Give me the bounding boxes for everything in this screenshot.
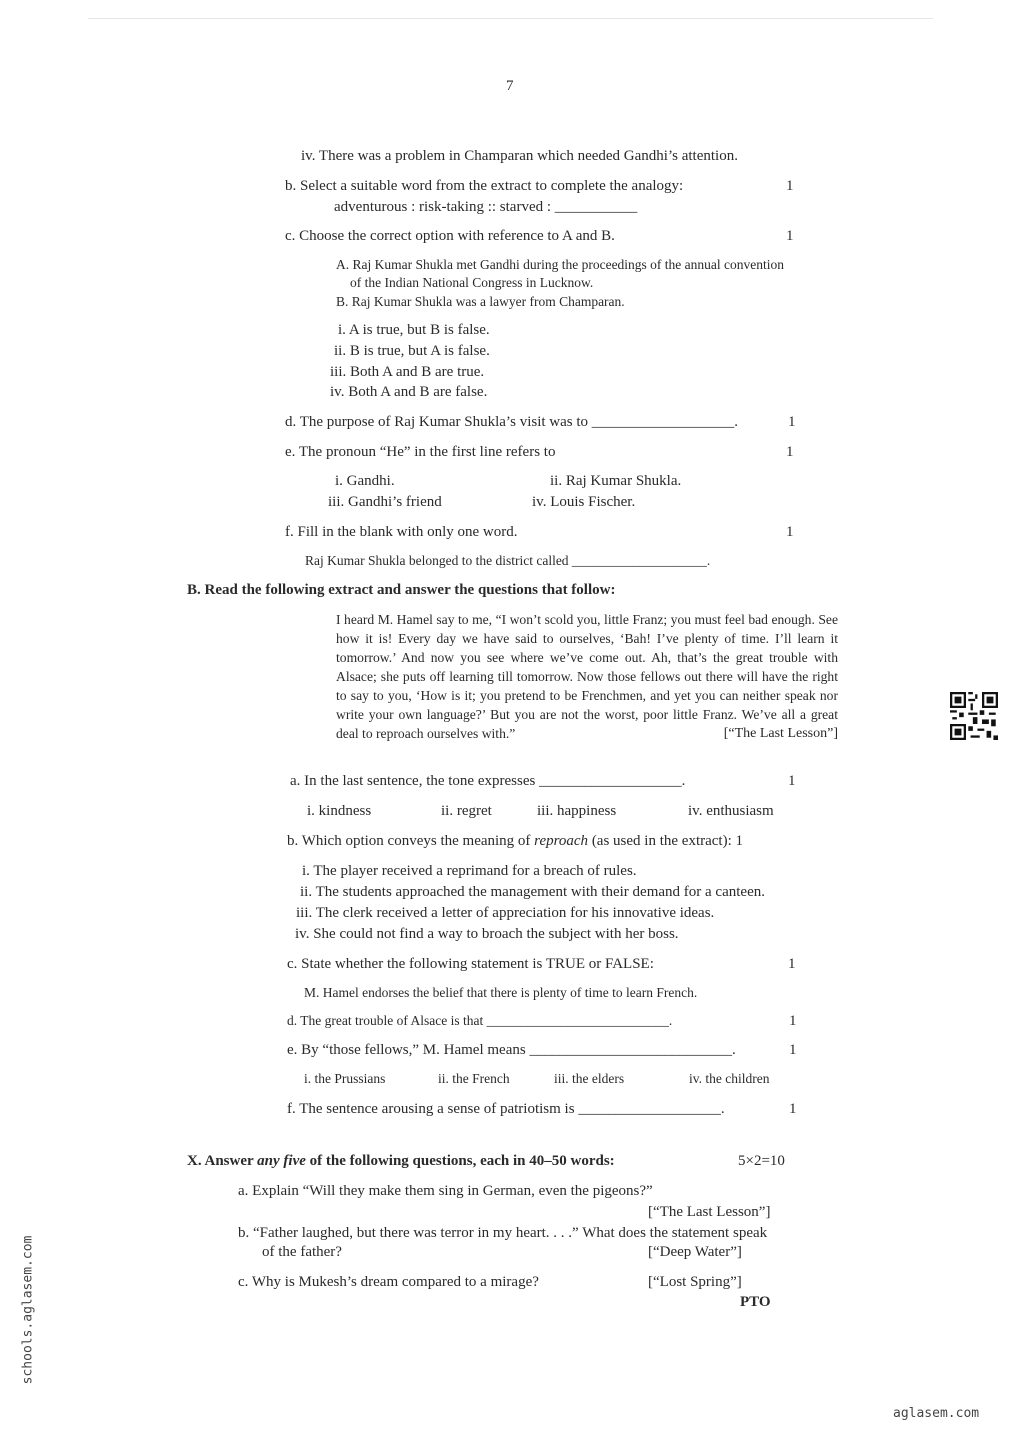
statement-a: A. Raj Kumar Shukla met Gandhi during the proceedings of the annual convention: [336, 257, 785, 272]
q-b-post: (as used in the extract): 1: [588, 833, 744, 849]
x-heading-em: any five: [257, 1153, 306, 1169]
question-b: [287, 832, 743, 850]
question-b: b. Select a suitable word from the extract to complete the analogy:: [285, 178, 684, 194]
q-b-pre: b. Which option conveys the meaning of: [287, 833, 535, 849]
question-e: e. By “those fellows,” M. Hamel means ___________________________.: [287, 1042, 736, 1058]
option: i. A is true, but B is false.: [338, 322, 490, 338]
x-heading-pre: X. Answer: [187, 1153, 258, 1169]
mark: 1: [788, 956, 796, 972]
section-b-heading-text: B. Read the following extract and answer the questions that follow:: [187, 582, 616, 598]
x-question-b-cont: of the father?: [262, 1244, 342, 1260]
option: iv. the children: [689, 1071, 770, 1086]
option: iii. The clerk received a letter of appreciation for his innovative ideas.: [296, 905, 715, 921]
mark: 1: [786, 524, 794, 540]
option: iv. enthusiasm: [688, 803, 774, 819]
question-f: f. Fill in the blank with only one word.: [285, 524, 518, 540]
passage-text: I heard M. Hamel say to me, “I won’t scold you, little Franz; you must feel bad enough. See how it is! Every day we have said to ourselves, ‘Bah! I’ve plenty of time. I’ll learn it tomorrow.’ And now you see where we’ve come out. Ah, that’s the great trouble with Alsace; she puts off learning till tomorrow. Now those fellows out there will have the right to say to you, ‘How is it; you pretend to be Frenchmen, and yet you can neither speak nor write your own language?’ But you are not the worst, poor little Franz. We’ve all a great deal to reproach ourselves with.”: [336, 612, 838, 741]
passage-source: [“The Last Lesson”]: [723, 726, 838, 741]
statement-a-cont: of the Indian National Congress in Lucknow.: [350, 275, 594, 290]
x-question-b: b. “Father laughed, but there was terror in my heart. . . .” What does the statement speak: [238, 1225, 768, 1241]
question-f: f. The sentence arousing a sense of patriotism is ___________________.: [287, 1101, 725, 1117]
question-c: c. Choose the correct option with reference to A and B.: [285, 228, 615, 244]
x-question-c: c. Why is Mukesh’s dream compared to a mirage?: [238, 1274, 539, 1290]
question-c: c. State whether the following statement is TRUE or FALSE:: [287, 956, 654, 972]
section-x-marks: 5×2=10: [738, 1153, 785, 1169]
mark: 1: [788, 414, 796, 430]
option: iii. the elders: [554, 1071, 625, 1086]
option: i. kindness: [307, 803, 372, 819]
option: i. The player received a reprimand for a breach of rules.: [302, 863, 637, 879]
section-x-heading: [187, 1152, 615, 1170]
question-d: d. The great trouble of Alsace is that ___________________________.: [287, 1013, 673, 1028]
option: i. the Prussians: [304, 1071, 386, 1086]
q-b-word: reproach: [534, 833, 589, 849]
mark: 1: [789, 1101, 797, 1117]
section-b-heading: [187, 581, 615, 599]
question-e: e. The pronoun “He” in the first line refers to: [285, 444, 556, 460]
statement-b: B. Raj Kumar Shukla was a lawyer from Champaran.: [336, 294, 625, 309]
option: iv. Louis Fischer.: [532, 494, 636, 510]
mark: 1: [786, 178, 794, 194]
page-number: 7: [506, 78, 514, 94]
option: iii. Both A and B are true.: [330, 364, 485, 380]
x-question-b-ref: [“Deep Water”]: [648, 1244, 742, 1260]
analogy: adventurous : risk-taking :: starved : ___________: [334, 199, 638, 215]
question-a: a. In the last sentence, the tone expresses ___________________.: [290, 773, 686, 789]
option-iv: iv. There was a problem in Champaran which needed Gandhi’s attention.: [301, 148, 738, 164]
option: iii. happiness: [537, 803, 617, 819]
x-question-a-ref: [“The Last Lesson”]: [648, 1204, 771, 1220]
option: ii. regret: [441, 803, 492, 819]
mark: 1: [789, 1013, 797, 1029]
pto-label: PTO: [740, 1294, 771, 1310]
option: ii. The students approached the management with their demand for a canteen.: [300, 884, 765, 900]
option: iv. She could not find a way to broach the subject with her boss.: [295, 926, 679, 942]
mark: 1: [786, 444, 794, 460]
option: ii. B is true, but A is false.: [334, 343, 490, 359]
extract-passage: [336, 610, 838, 743]
option: i. Gandhi.: [335, 473, 395, 489]
x-question-a: a. Explain “Will they make them sing in German, even the pigeons?”: [238, 1183, 653, 1199]
option: ii. Raj Kumar Shukla.: [550, 473, 682, 489]
x-question-c-ref: [“Lost Spring”]: [648, 1274, 742, 1290]
side-watermark: schools.aglasem.com: [20, 1235, 36, 1385]
x-heading-post: of the following questions, each in 40–50 words:: [305, 1153, 615, 1169]
bottom-watermark: aglasem.com: [893, 1406, 980, 1421]
question-d: d. The purpose of Raj Kumar Shukla’s visit was to ___________________.: [285, 414, 739, 430]
true-false-statement: M. Hamel endorses the belief that there is plenty of time to learn French.: [304, 985, 698, 1000]
option: ii. the French: [438, 1071, 510, 1086]
mark: 1: [789, 1042, 797, 1058]
fill-blank-sentence: Raj Kumar Shukla belonged to the district called ____________________.: [305, 553, 711, 568]
mark: 1: [786, 228, 794, 244]
top-rule: [88, 18, 933, 19]
mark: 1: [788, 773, 796, 789]
qr-code-icon: [950, 692, 998, 740]
option: iv. Both A and B are false.: [330, 384, 488, 400]
option: iii. Gandhi’s friend: [328, 494, 442, 510]
